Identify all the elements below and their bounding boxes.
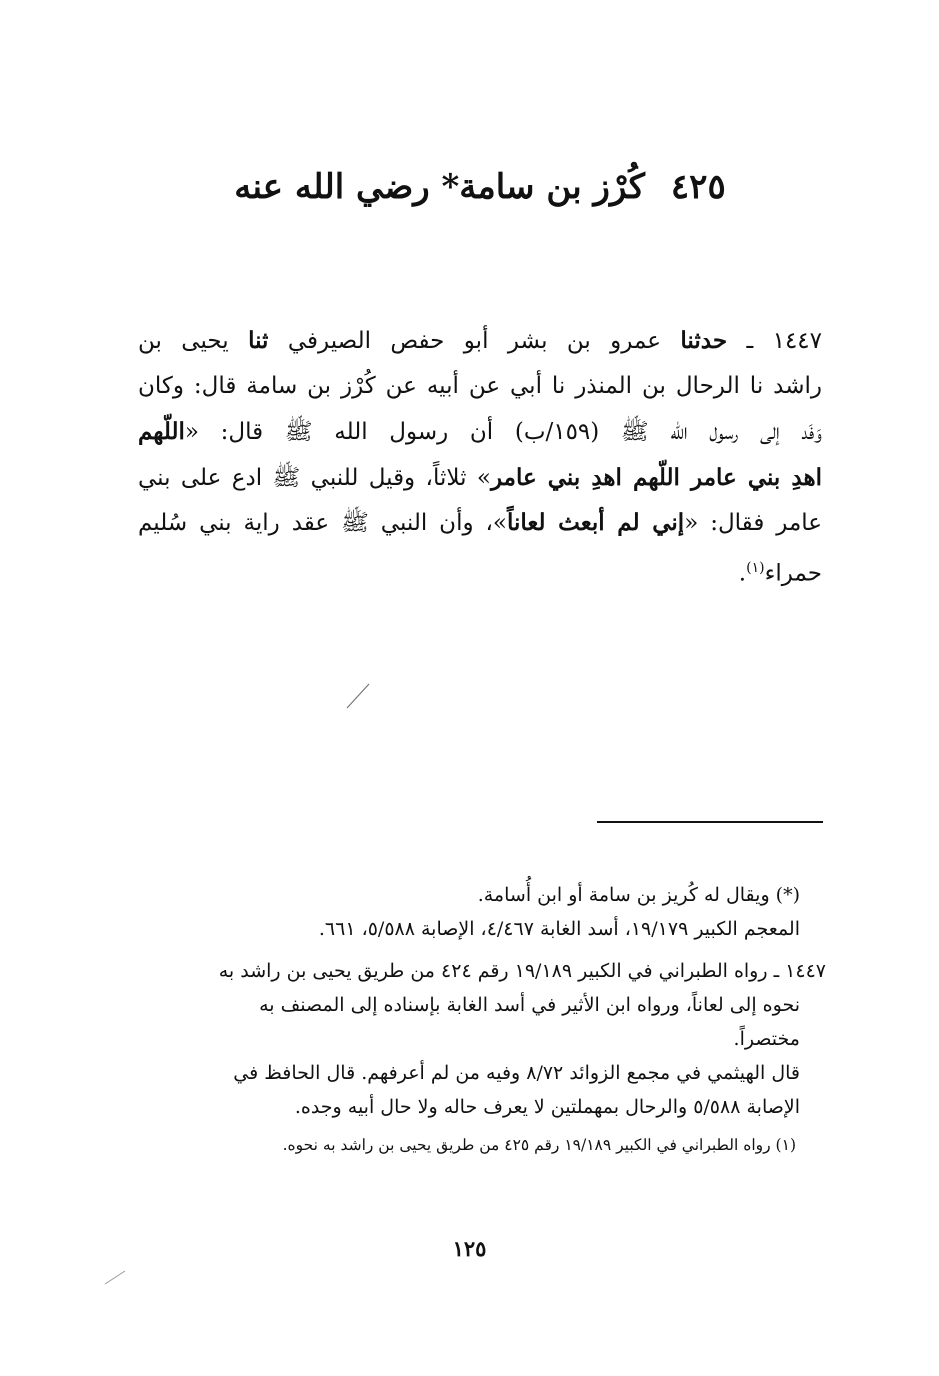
text-segment: حمراء bbox=[764, 560, 822, 587]
text-segment: »، وأن النبي ﷺ عقد راية بني سُليم bbox=[138, 510, 508, 536]
pen-mark bbox=[345, 680, 375, 710]
text-segment: . bbox=[738, 560, 747, 587]
text-segment: يحيى بن bbox=[138, 328, 249, 354]
text-segment: وَفَد إلى رسول الله ﷺ (١٥٩/ب) أن رسول الله ﷺ قال: « bbox=[184, 419, 822, 445]
footnote-separator bbox=[597, 821, 823, 823]
text-segment: راشد نا الرحال بن المنذر نا أبي عن أبيه عن كُرْز بن سامة قال: وكان bbox=[138, 372, 822, 399]
section-heading bbox=[140, 160, 820, 214]
text-line-5 bbox=[138, 500, 822, 546]
note-1447-line: نحوه إلى لعاناً، ورواه ابن الأثير في أسد الغابة بإسناده إلى المصنف به bbox=[259, 994, 800, 1016]
text-segment: عمرو بن بشر أبو حفص الصيرفي bbox=[268, 328, 681, 354]
footnotes bbox=[138, 878, 826, 1160]
text-line-6 bbox=[138, 546, 822, 592]
bold-phrase: إني لم أبعث لعاناً bbox=[507, 509, 685, 536]
text-line-1 bbox=[138, 318, 822, 364]
bold-word: ثنا bbox=[248, 327, 269, 354]
hadith-number: ١٤٤٧ ـ bbox=[727, 328, 822, 354]
star-references: المعجم الكبير ١٩/١٧٩، أسد الغابة ٤/٤٦٧، الإصابة ٥/٥٨٨، ٦٦١. bbox=[318, 918, 800, 940]
bold-word: حدثنا bbox=[680, 327, 728, 354]
text-segment: » ثلاثاً، وقيل للنبي ﷺ ادع على بني bbox=[138, 464, 491, 491]
note-1447-line: الإصابة ٥/٥٨٨ والرحال بمهملتين لا يعرف حاله ولا حال أبيه وجده. bbox=[294, 1096, 800, 1118]
page-number: ١٢٥ bbox=[452, 1236, 487, 1261]
bold-phrase: اهدِ بني عامر اللّهم اهدِ بني عامر bbox=[490, 463, 822, 491]
footnote-marker: (١) bbox=[746, 559, 765, 576]
note-1447-line: قال الهيثمي في مجمع الزوائد ٨/٧٢ وفيه من لم أعرفهم. قال الحافظ في bbox=[233, 1062, 800, 1084]
section-title: كُرْز بن سامة* رضي الله عنه bbox=[234, 167, 645, 207]
footnote-1: (١) رواه الطبراني في الكبير ١٩/١٨٩ رقم ٤٢٥ من طريق يحيى بن راشد به نحوه. bbox=[282, 1136, 796, 1154]
text-line-3 bbox=[138, 409, 822, 455]
bold-word: اللّهم bbox=[138, 418, 185, 445]
text-segment: عامر فقال: « bbox=[684, 510, 822, 536]
spacer bbox=[138, 946, 826, 954]
note-1447-line: مختصراً. bbox=[733, 1028, 800, 1050]
text-line-2 bbox=[138, 364, 822, 410]
hadith-text bbox=[138, 318, 822, 591]
pen-mark bbox=[103, 1268, 129, 1286]
note-1447-line: ١٤٤٧ ـ رواه الطبراني في الكبير ١٩/١٨٩ رقم ٤٢٤ من طريق يحيى بن راشد به bbox=[218, 960, 826, 982]
text-line-4 bbox=[138, 455, 822, 501]
star-note: (*) ويقال له كُريز بن سامة أو ابن أُسامة. bbox=[477, 884, 800, 906]
section-number: ٤٢٥ bbox=[670, 167, 726, 207]
